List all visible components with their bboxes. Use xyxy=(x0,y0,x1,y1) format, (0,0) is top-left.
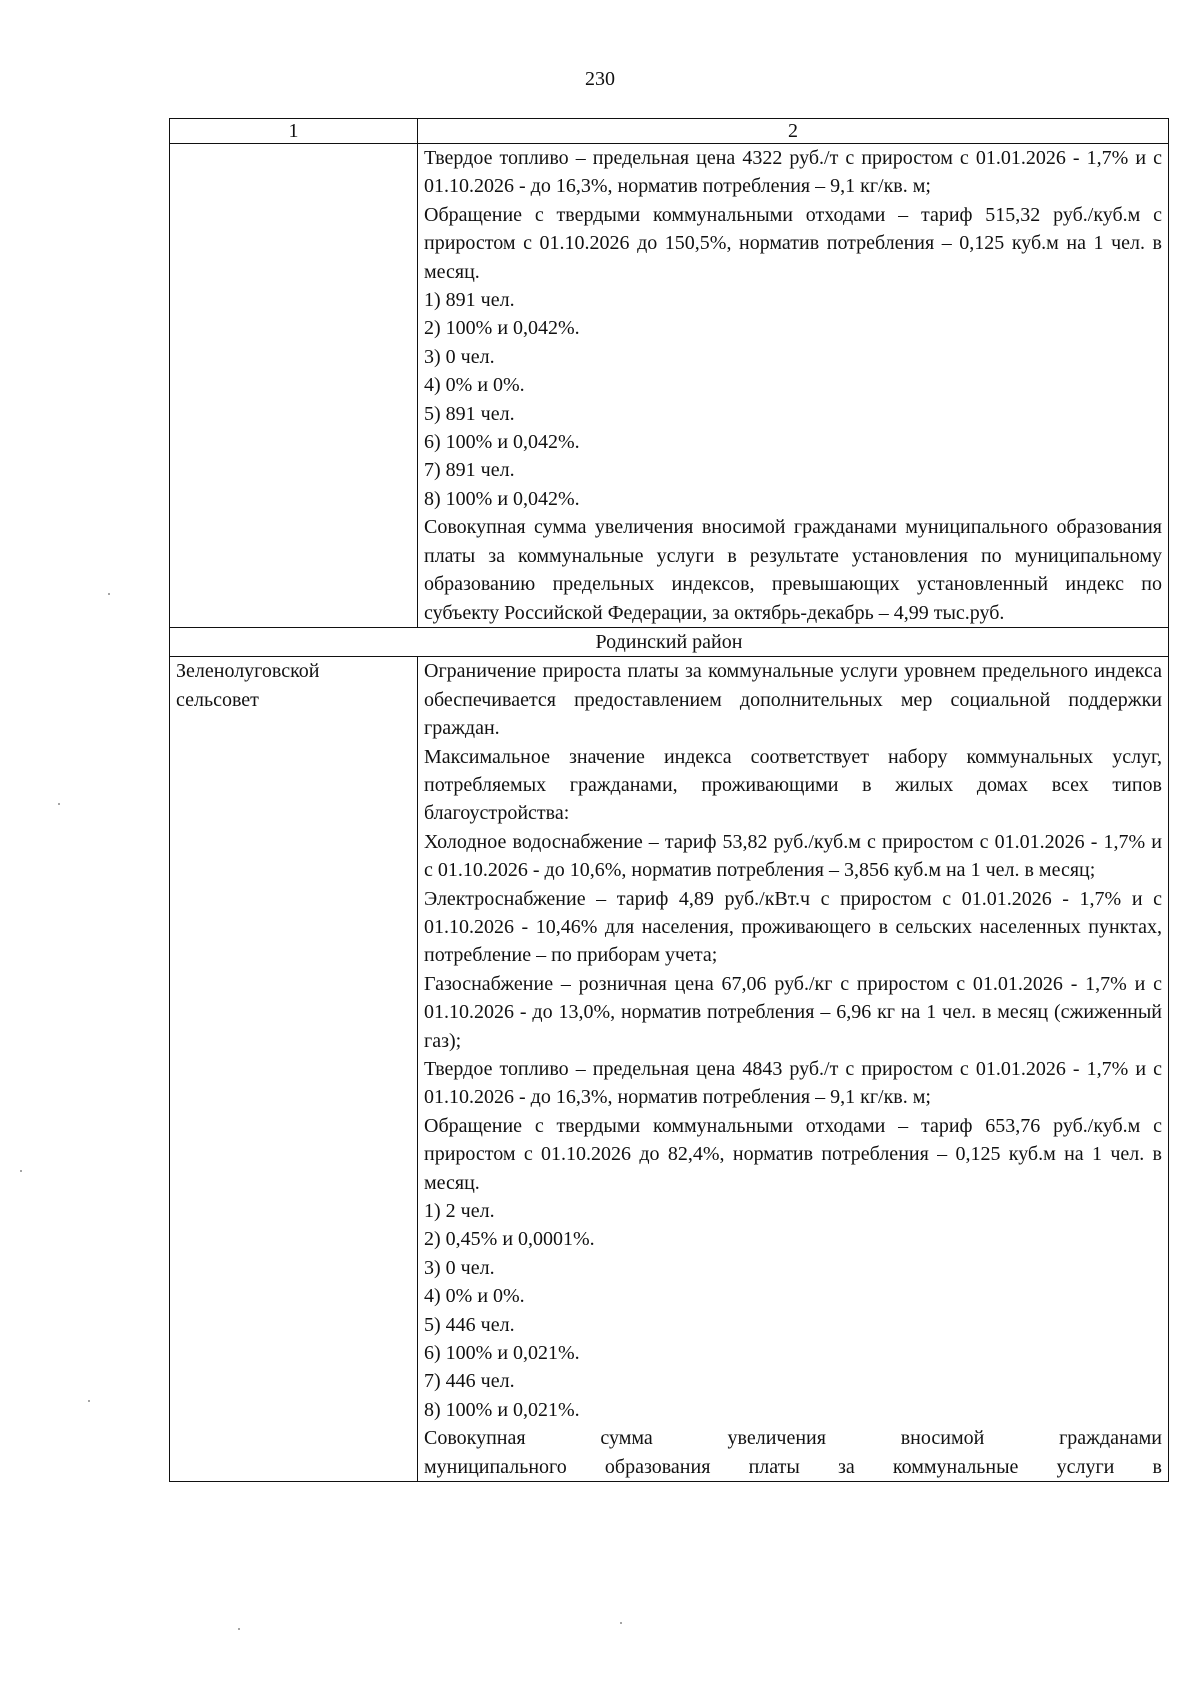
paragraph-cold-water: Холодное водоснабжение – тариф 53,82 руб./куб.м с приростом с 01.01.2026 - 1,7% и с 01.10.2026 - до 10,6%, норматив потребления – 3,856 куб.м на 1 чел. в месяц; xyxy=(424,830,1162,882)
continuation-entity-cell xyxy=(170,144,418,628)
paragraph-waste: Обращение с твердыми коммунальными отходами – тариф 653,76 руб./куб.м с приростом с 01.10.2026 до 82,4%, норматив потребления – 0,125 куб.м на 1 чел. в месяц. xyxy=(424,1114,1162,1194)
scan-speck xyxy=(58,803,60,805)
region-row xyxy=(170,627,1169,656)
list-item: 1) 891 чел. xyxy=(424,289,515,312)
paragraph-waste: Обращение с твердыми коммунальными отходами – тариф 515,32 руб./куб.м с приростом с 01.10.2026 до 150,5%, норматив потребления – 0,125 куб.м на 1 чел. в месяц. xyxy=(424,203,1162,283)
scan-speck xyxy=(620,1622,622,1624)
list-item: 1) 2 чел. xyxy=(424,1200,495,1223)
paragraph-electricity: Электроснабжение – тариф 4,89 руб./кВт.ч с приростом с 01.01.2026 - 1,7% и с 01.10.2026 - 10,46% для населения, проживающего в сельских населенных пунктах, потребление – по приборам учета; xyxy=(424,887,1162,967)
column-header-row xyxy=(170,119,1169,144)
list-item: 5) 891 чел. xyxy=(424,402,515,425)
list-item: 3) 0 чел. xyxy=(424,345,495,368)
column-header-2: 2 xyxy=(418,119,1169,144)
list-item: 7) 446 чел. xyxy=(424,1370,515,1393)
paragraph-total-sum-line: муниципального образования платы за коммунальные услуги в xyxy=(424,1455,1162,1478)
scan-speck xyxy=(20,1170,22,1172)
entity-name-line: сельсовет xyxy=(176,688,259,711)
column-header-1: 1 xyxy=(170,119,418,144)
list-item: 3) 0 чел. xyxy=(424,1256,495,1279)
continuation-row xyxy=(170,144,1169,628)
continuation-text-cell xyxy=(418,144,1169,628)
paragraph-total-sum-line: Совокупная сумма увеличения вносимой гражданами xyxy=(424,1427,1162,1450)
list-item: 2) 100% и 0,042%. xyxy=(424,317,580,340)
scan-speck xyxy=(88,1400,90,1402)
list-item: 6) 100% и 0,021%. xyxy=(424,1342,580,1365)
list-item: 5) 446 чел. xyxy=(424,1313,515,1336)
tariff-table xyxy=(169,118,1169,1482)
entity-row xyxy=(170,657,1169,1482)
region-name: Родинский район xyxy=(170,627,1169,656)
list-item: 6) 100% и 0,042%. xyxy=(424,431,580,454)
list-item: 8) 100% и 0,042%. xyxy=(424,487,580,510)
page-number: 230 xyxy=(585,68,615,90)
list-item: 4) 0% и 0%. xyxy=(424,374,525,397)
list-item: 7) 891 чел. xyxy=(424,459,515,482)
entity-name-cell xyxy=(170,657,418,1482)
paragraph-gas: Газоснабжение – розничная цена 67,06 руб./кг с приростом с 01.01.2026 - 1,7% и с 01.10.2026 - до 13,0%, норматив потребления – 6,96 кг на 1 чел. в месяц (сжиженный газ); xyxy=(424,972,1162,1052)
scan-speck xyxy=(238,1628,240,1630)
entity-text-cell xyxy=(418,657,1169,1482)
list-item: 4) 0% и 0%. xyxy=(424,1285,525,1308)
paragraph-total-sum: Совокупная сумма увеличения вносимой гражданами муниципального образования платы за коммунальные услуги в результате установления по муниципальному образованию предельных индексов, превышающих установленный индекс по субъекту Российской Федерации, за октябрь-декабрь – 4,99 тыс.руб. xyxy=(424,516,1162,624)
list-item: 8) 100% и 0,021%. xyxy=(424,1398,580,1421)
paragraph-solid-fuel: Твердое топливо – предельная цена 4843 руб./т с приростом с 01.01.2026 - 1,7% и с 01.10.2026 - до 16,3%, норматив потребления – 9,1 кг/кв. м; xyxy=(424,1058,1162,1109)
paragraph-solid-fuel: Твердое топливо – предельная цена 4322 руб./т с приростом с 01.01.2026 - 1,7% и с 01.10.2026 - до 16,3%, норматив потребления – 9,1 кг/кв. м; xyxy=(424,147,1162,198)
list-item: 2) 0,45% и 0,0001%. xyxy=(424,1228,595,1251)
paragraph-limit: Ограничение прироста платы за коммунальные услуги уровнем предельного индекса обеспечивается предоставлением дополнительных мер социальной поддержки граждан. xyxy=(424,660,1162,740)
scan-speck xyxy=(108,593,110,595)
entity-name-line: Зеленолуговской xyxy=(176,660,320,683)
paragraph-max-index: Максимальное значение индекса соответствует набору коммунальных услуг, потребляемых гражданами, проживающими в жилых домах всех типов благоустройства: xyxy=(424,745,1162,825)
